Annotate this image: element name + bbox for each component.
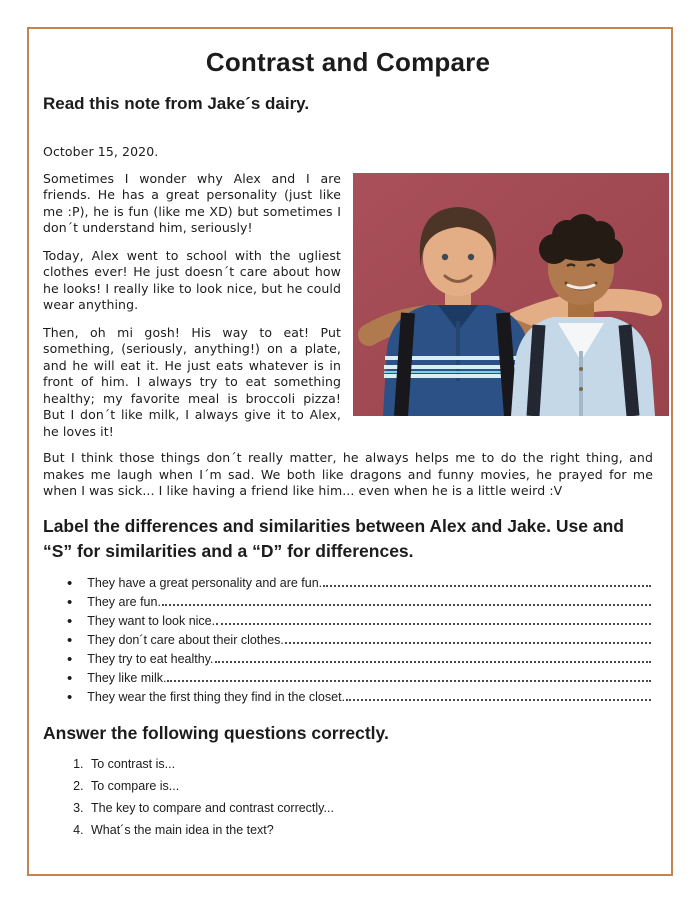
diary-section [43, 171, 653, 441]
diary-date: October 15, 2020. [43, 144, 159, 159]
label-list-item [67, 593, 651, 612]
diary-paragraph: Sometimes I wonder why Alex and I are friends. He has a great personality (just like me :P), he is fun (like me XD) but sometimes I don´t understand him, seriously! [43, 170, 341, 235]
label-item-text: • They try to eat healthy. [87, 652, 214, 667]
question-list [43, 756, 653, 839]
label-list-item [67, 612, 651, 631]
diary-paragraph: Today, Alex went to school with the ugliest clothes ever! He just doesn´t care about how he looks! I really like to look nice, but he could wear anything. [43, 247, 341, 312]
answer-blank-line[interactable] [346, 689, 651, 701]
label-item-text: • They wear the first thing they find in the closet. [87, 690, 346, 705]
label-item-text: • They have a great personality and are fun. [87, 576, 323, 591]
question-item: 2. To compare is... [87, 778, 653, 795]
answer-blank-line[interactable] [215, 651, 652, 663]
label-section-heading: Label the differences and similarities between Alex and Jake. Use and “S” for similarities and a “D” for differences. [43, 515, 624, 561]
label-list-item [67, 669, 651, 688]
label-item-text: • They are fun. [87, 595, 161, 610]
question-item: 3. The key to compare and contrast correctly... [87, 800, 653, 817]
label-list-item [67, 574, 651, 593]
answer-blank-line[interactable] [285, 632, 651, 644]
question-item: 4. What´s the main idea in the text? [87, 822, 653, 839]
label-list [43, 574, 653, 707]
boys-photo [353, 173, 669, 416]
label-list-item [67, 650, 651, 669]
worksheet-border-frame [27, 27, 673, 876]
question-item: 1. To contrast is... [87, 756, 653, 773]
diary-paragraph: Then, oh mi gosh! His way to eat! Put something, (seriously, anything!) on a plate, and he will eat it. He just eats whatever is in front of him. I always try to eat something healthy; my favorite meal is broccoli pizza! But I don´t like milk, I always give it to Alex, he loves it! [43, 324, 341, 439]
diary-closing-paragraph: But I think those things don´t really matter, he always helps me to do the right thing, and makes me laugh when I´m sad. We both like dragons and funny movies, he prayed for me when I was sick... I like having a friend like him... even when he is a little weird :V [43, 450, 653, 498]
answer-blank-line[interactable] [216, 613, 651, 625]
label-list-item [67, 688, 651, 707]
label-list-item [67, 631, 651, 650]
label-item-text: • They want to look nice. [87, 614, 216, 629]
page-title: Contrast and Compare [205, 47, 491, 77]
questions-section-heading: Answer the following questions correctly. [43, 722, 389, 743]
label-item-text: • They like milk. [87, 671, 167, 686]
answer-blank-line[interactable] [162, 594, 651, 606]
label-item-text: • They don´t care about their clothes. [87, 633, 284, 648]
answer-blank-line[interactable] [167, 670, 651, 682]
diary-text-column [43, 171, 341, 441]
answer-blank-line[interactable] [323, 575, 651, 587]
read-note-heading: Read this note from Jake´s dairy. [43, 94, 310, 113]
